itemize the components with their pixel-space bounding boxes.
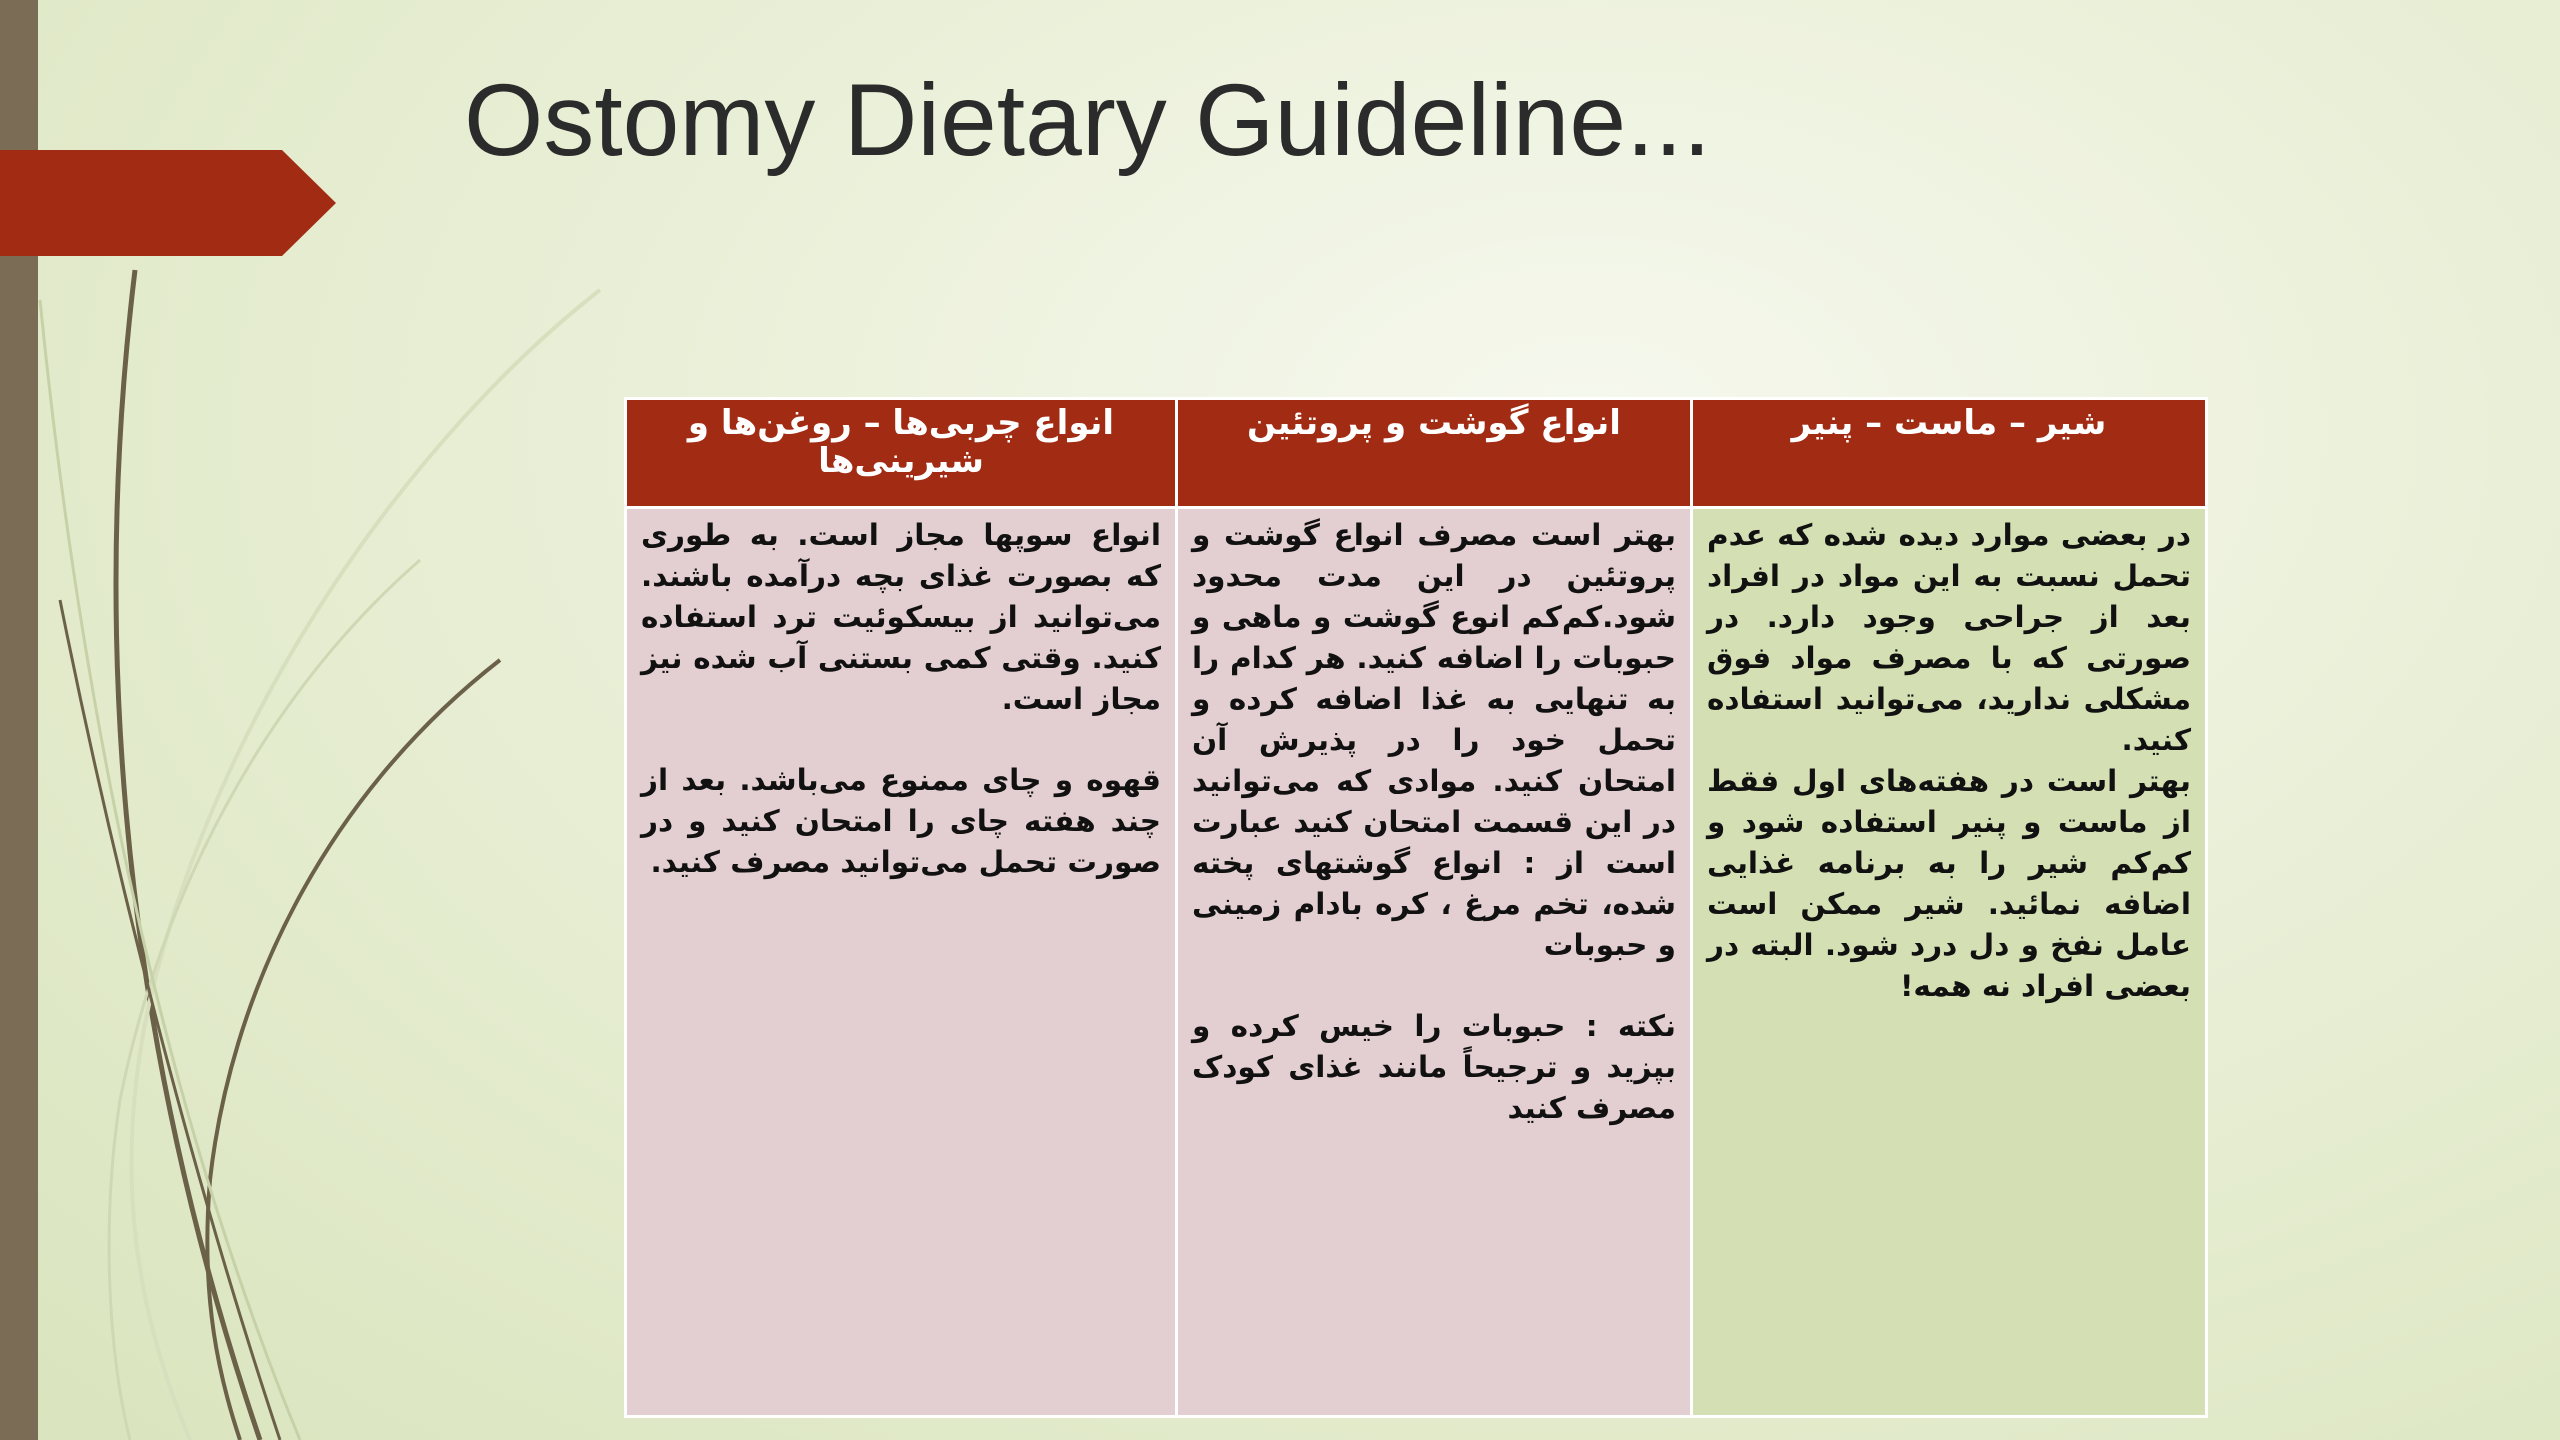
header-meat-protein: انواع گوشت و پروتئین: [1177, 399, 1692, 508]
header-dairy: شیر – ماست – پنیر: [1692, 399, 2207, 508]
table-row: [626, 508, 2207, 1417]
table-header-row: [626, 399, 2207, 508]
cell-dairy: [1692, 508, 2207, 1417]
slide-title: Ostomy Dietary Guideline...: [464, 63, 1712, 177]
meat-paragraph-1: بهتر است مصرف انواع گوشت و پروتئین در این مدت محدود شود.کم‌کم انوع گوشت و ماهی و حبوبات را اضافه کنید. هر کدام را به تنهایی به غذا اضافه کرده و تحمل خود را در پذیرش آن امتحان کنید. موادی که می‌توانید در این قسمت امتحان کنید عبارت است از : انواع گوشتهای پخته شده، تخم مرغ ، کره بادام زمینی و حبوبات: [1192, 518, 1676, 962]
fats-paragraph-1: انواع سوپها مجاز است. به طوری که بصورت غذای بچه درآمده باشند. می‌توانید از بیسکوئیت ترد استفاده کنید. وقتی کمی بستنی آب شده نیز مجاز است.: [641, 518, 1161, 716]
cell-meat-protein: [1177, 508, 1692, 1417]
meat-paragraph-2: نکته : حبوبات را خیس کرده و بپزید و ترجیحاً مانند غذای کودک مصرف کنید: [1192, 1009, 1676, 1125]
fats-paragraph-2: قهوه و چای ممنوع می‌باشد. بعد از چند هفته چای را امتحان کنید و در صورت تحمل می‌توانید مصرف کنید.: [641, 763, 1161, 879]
header-fats-sweets: انواع چربی‌ها – روغن‌ها و شیرینی‌ها: [626, 399, 1177, 508]
dairy-paragraph-1: در بعضی موارد دیده شده که عدم تحمل نسبت به این مواد در افراد بعد از جراحی وجود دارد. در صورتی که با مصرف مواد فوق مشکلی ندارید، می‌توانید استفاده کنید.: [1707, 518, 2191, 757]
title-accent-arrow: [0, 150, 336, 256]
dairy-paragraph-2: بهتر است در هفته‌های اول فقط از ماست و پنیر استفاده شود و کم‌کم شیر را به برنامه غذایی اضافه نمائید. شیر ممکن است عامل نفخ و دل درد شود. البته در بعضی افراد نه همه!: [1707, 764, 2191, 1003]
dietary-guideline-table: [624, 397, 2208, 1418]
cell-fats-sweets: [626, 508, 1177, 1417]
